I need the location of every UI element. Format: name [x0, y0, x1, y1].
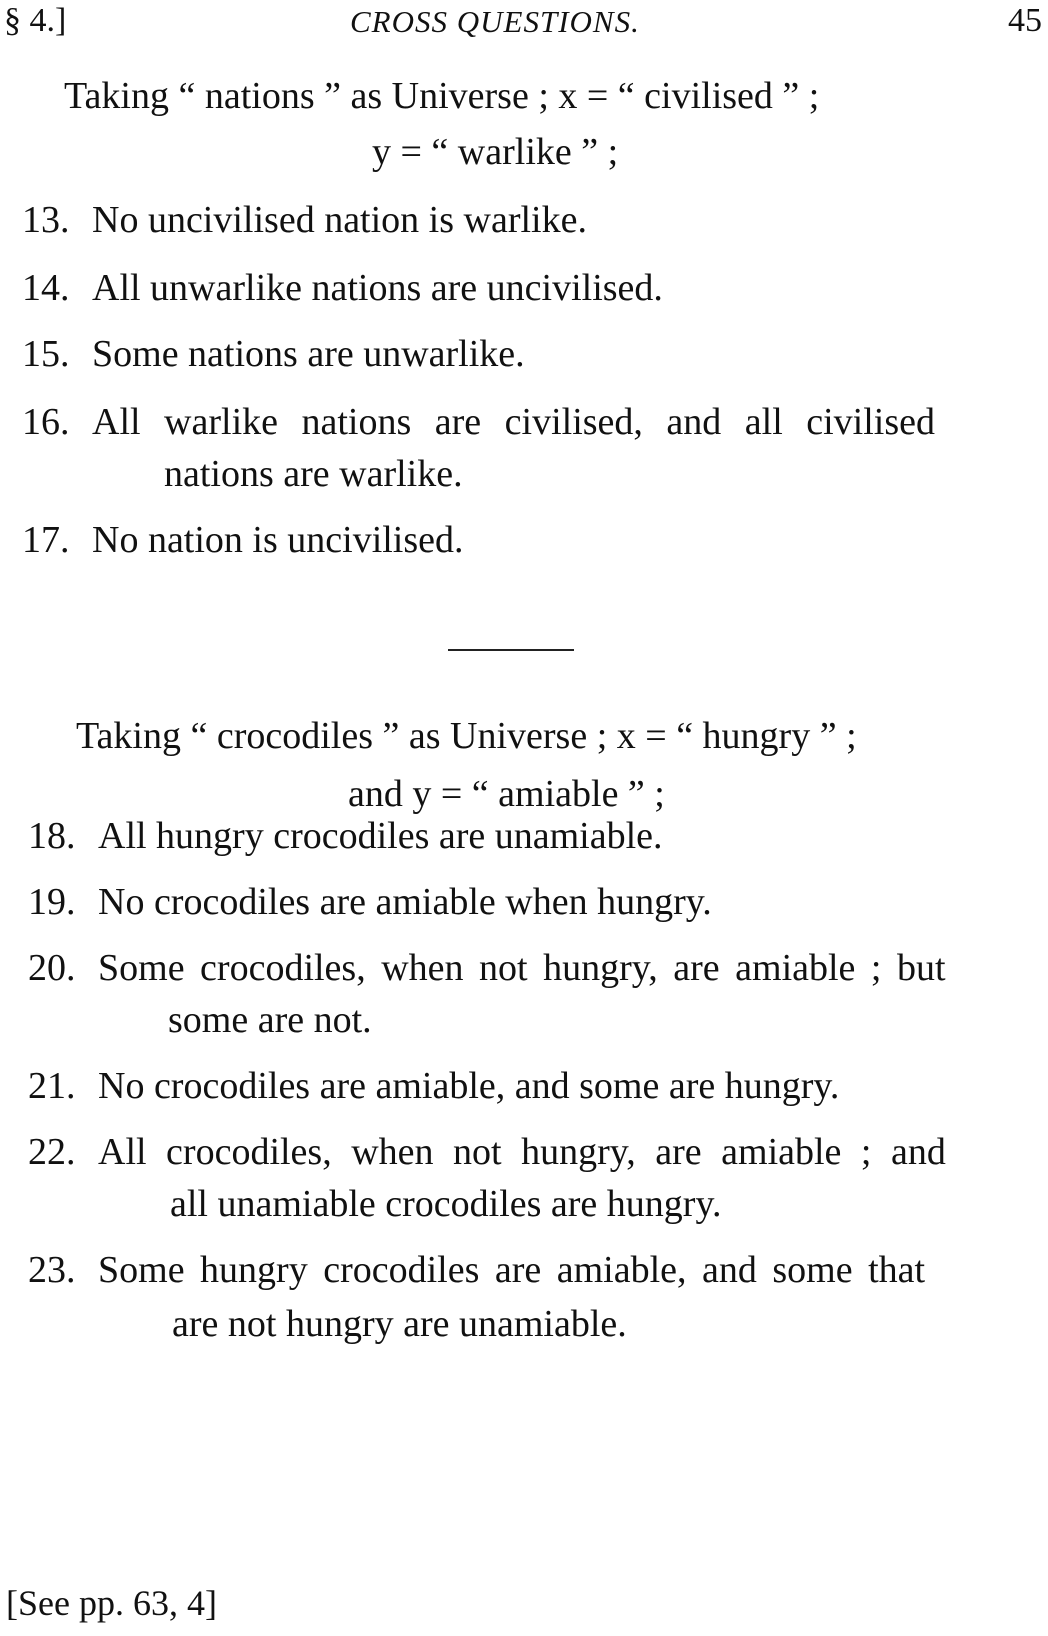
page-number: 45 [1008, 2, 1042, 39]
item-14-number: 14. [22, 267, 70, 309]
item-22-continuation: all unamiable crocodiles are hungry. [170, 1183, 722, 1225]
item-23-text: Some hungry crocodiles are amiable, and some that [98, 1249, 926, 1291]
item-17-number: 17. [22, 519, 70, 561]
item-19-number: 19. [28, 881, 76, 923]
page-reference-footer: [See pp. 63, 4] [6, 1583, 217, 1623]
section-marker: § 4.] [4, 2, 67, 39]
item-16-number: 16. [22, 401, 70, 443]
item-21-number: 21. [28, 1065, 76, 1107]
item-20-number: 20. [28, 947, 76, 989]
item-13-text: No uncivilised nation is warlike. [92, 199, 587, 241]
group1-intro-line1: Taking “ nations ” as Universe ; x = “ civilised ” ; [64, 75, 820, 117]
item-15-text: Some nations are unwarlike. [92, 333, 525, 375]
item-21-text: No crocodiles are amiable, and some are hungry. [98, 1065, 840, 1107]
item-23-number: 23. [28, 1249, 76, 1291]
group2-intro-line1: Taking “ crocodiles ” as Universe ; x = “ hungry ” ; [76, 715, 857, 757]
item-14-text: All unwarlike nations are uncivilised. [92, 267, 663, 309]
item-23-continuation: are not hungry are unamiable. [172, 1303, 627, 1345]
item-18-number: 18. [28, 815, 76, 857]
item-20-text: Some crocodiles, when not hungry, are amiable ; but [98, 947, 946, 989]
group1-intro-line2: y = “ warlike ” ; [372, 131, 619, 173]
item-15-number: 15. [22, 333, 70, 375]
item-16-text: All warlike nations are civilised, and all civilised [92, 401, 936, 443]
running-title: CROSS QUESTIONS. [350, 4, 640, 39]
item-22-text: All crocodiles, when not hungry, are amiable ; and [98, 1131, 946, 1173]
item-19-text: No crocodiles are amiable when hungry. [98, 881, 712, 923]
group2-intro-line2: and y = “ amiable ” ; [348, 773, 665, 815]
item-18-text: All hungry crocodiles are unamiable. [98, 815, 663, 857]
item-13-number: 13. [22, 199, 70, 241]
item-17-text: No nation is uncivilised. [92, 519, 464, 561]
item-16-continuation: nations are warlike. [164, 453, 463, 495]
item-20-continuation: some are not. [168, 999, 372, 1041]
section-divider [448, 649, 574, 651]
item-22-number: 22. [28, 1131, 76, 1173]
